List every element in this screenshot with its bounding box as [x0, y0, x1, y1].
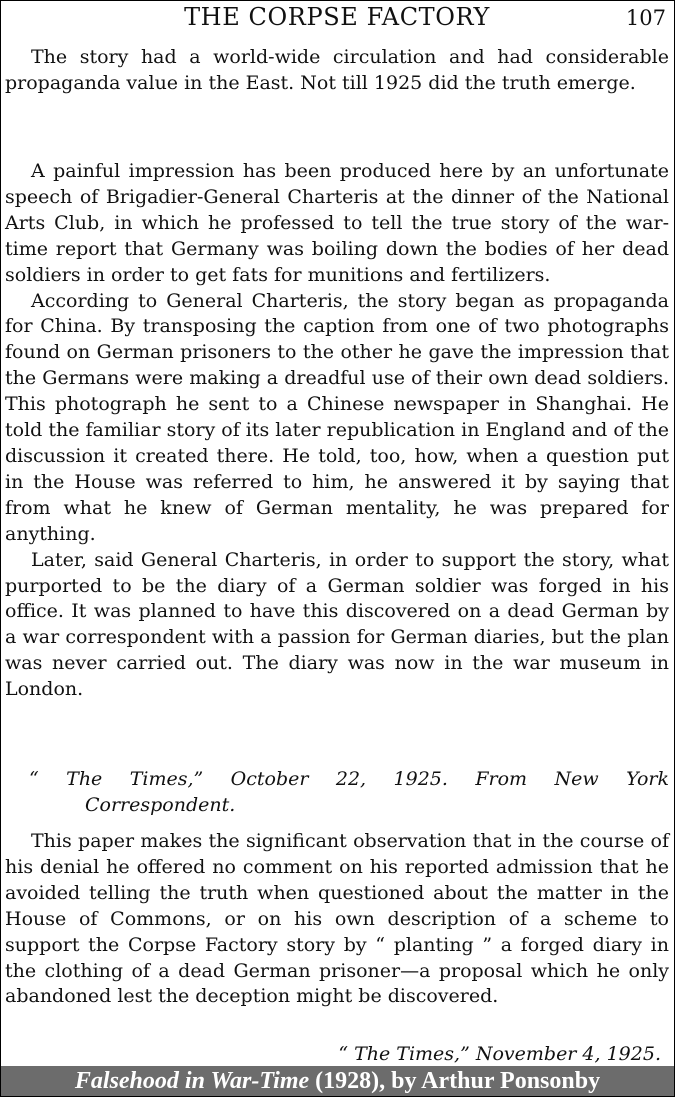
quote1-paragraph-2: According to General Charteris, the story began as propaganda for China. By transposing the caption from one of two photographs found on German prisoners to the other he gave the impression that the Germans were making a dreadful use of their own dead soldiers. This photograph he sent to a Chinese newspaper in Shanghai. He told the familiar story of its later republication in England and of the discussion it created there. He told, too, how, when a question put in the House was referred to him, he answered it by saying that from what he knew of German mentality, he was prepared for anything.: [5, 289, 669, 545]
source-citation-1-continued: Correspondent.: [85, 794, 236, 816]
page-title: THE CORPSE FACTORY: [184, 3, 490, 31]
caption-book-title: Falsehood in War-Time: [74, 1068, 310, 1094]
source-citation-2: “ The Times,” November 4, 1925.: [338, 1043, 661, 1065]
running-header: [5, 1, 669, 33]
quote1-paragraph-3: Later, said General Charteris, in order to support the story, what purported to be the diary of a German soldier was forged in his office. It was planned to have this discovered on a dead German by a war correspondent with a passion for German diaries, but the plan was never carried out. The diary was now in the war museum in London.: [5, 548, 669, 701]
quote-block-2: [5, 829, 669, 1010]
quote1-paragraph-1: A painful impression has been produced here by an unfortunate speech of Brigadier-General Charteris at the dinner of the National Arts Club, in which he professed to tell the true story of the war-time report that Germany was boiling down the bodies of her dead soldiers in order to get fats for munitions and fertilizers.: [5, 160, 669, 286]
caption-attribution: (1928), by Arthur Ponsonby: [309, 1068, 601, 1094]
intro-paragraph: The story had a world-wide circulation and had considerable propaganda value in the East. Not till 1925 did the truth emerge.: [5, 46, 669, 94]
intro-paragraph-block: [5, 45, 669, 97]
source-citation-1: “ The Times,” October 22, 1925. From New York: [29, 768, 669, 790]
page-content: [5, 1, 669, 1067]
caption-bar: [1, 1066, 674, 1096]
quote-block-1: [5, 159, 669, 703]
page-number: 107: [625, 6, 666, 30]
quote2-paragraph: This paper makes the significant observation that in the course of his denial he offered no comment on his reported admission that he avoided telling the truth when questioned about the matter in the House of Commons, or on his own description of a scheme to support the Corpse Factory story by “ planting ” a forged diary in the clothing of a dead German prisoner—a proposal which he only abandoned lest the deception might be discovered.: [5, 830, 669, 1008]
